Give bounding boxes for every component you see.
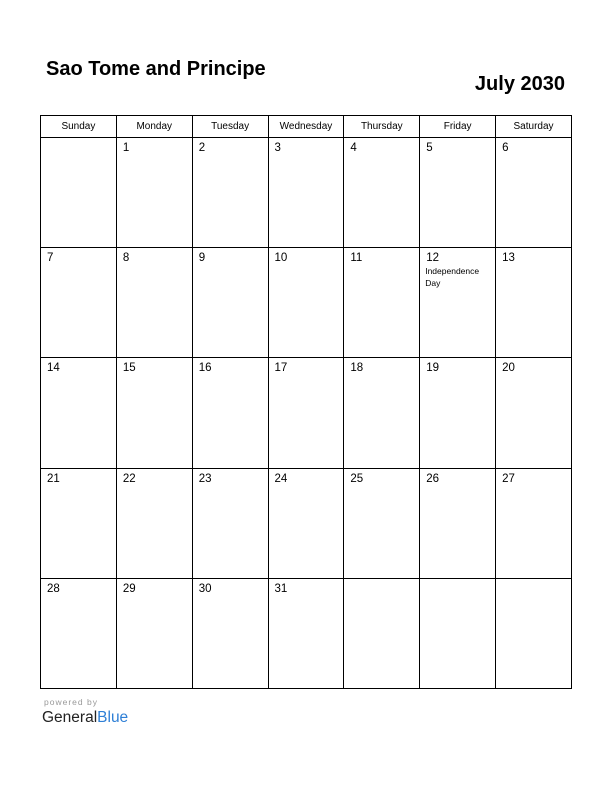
day-cell <box>41 468 117 578</box>
day-cell <box>496 468 572 578</box>
day-cell <box>268 138 344 248</box>
day-cell <box>496 138 572 248</box>
generalblue-logo[interactable] <box>42 709 128 727</box>
weekday-header: Saturday <box>496 116 572 138</box>
day-cell <box>344 578 420 688</box>
weekday-header: Friday <box>420 116 496 138</box>
day-cell <box>116 468 192 578</box>
weekday-header: Sunday <box>41 116 117 138</box>
day-number: 27 <box>502 472 515 485</box>
day-cell <box>192 468 268 578</box>
week-row <box>41 358 572 468</box>
day-number: 13 <box>502 252 515 265</box>
day-number: 21 <box>47 472 60 485</box>
day-cell <box>420 468 496 578</box>
day-cell <box>116 248 192 358</box>
week-row <box>41 468 572 578</box>
day-cell <box>268 578 344 688</box>
day-number: 9 <box>198 252 206 265</box>
week-row <box>41 138 572 248</box>
day-number: 10 <box>274 252 288 265</box>
day-number: 3 <box>274 142 281 154</box>
day-number: 5 <box>426 142 433 154</box>
day-number: 23 <box>198 472 212 485</box>
day-cell <box>192 138 268 248</box>
day-number: 31 <box>274 582 288 595</box>
weekday-header: Thursday <box>344 116 420 138</box>
day-number: 11 <box>350 252 363 265</box>
day-cell <box>496 578 572 688</box>
day-number: 19 <box>426 362 440 375</box>
day-cell <box>192 248 268 358</box>
day-cell <box>192 358 268 468</box>
day-cell <box>116 138 192 248</box>
week-row <box>41 248 572 358</box>
day-number: 8 <box>122 252 130 265</box>
weekday-header: Monday <box>116 116 192 138</box>
day-cell <box>420 248 496 358</box>
day-cell <box>268 468 344 578</box>
day-cell <box>420 138 496 248</box>
day-cell <box>41 138 117 248</box>
brand-general: General <box>42 709 98 726</box>
day-number: 14 <box>47 362 60 375</box>
day-cell <box>192 578 268 688</box>
day-cell <box>344 358 420 468</box>
day-number: 20 <box>502 362 515 375</box>
day-number: 26 <box>426 472 440 485</box>
day-number: 22 <box>122 472 136 485</box>
day-cell <box>268 248 344 358</box>
day-number: 12 <box>426 252 440 265</box>
day-cell <box>344 468 420 578</box>
day-cell <box>420 578 496 688</box>
day-cell <box>116 578 192 688</box>
week-row <box>41 578 572 688</box>
day-number: 17 <box>274 362 288 375</box>
day-cell <box>496 358 572 468</box>
weekday-header-row <box>41 116 572 138</box>
day-cell <box>41 248 117 358</box>
day-cell <box>344 248 420 358</box>
weekday-header: Wednesday <box>268 116 344 138</box>
day-cell <box>41 578 117 688</box>
day-cell <box>116 358 192 468</box>
day-number: 15 <box>122 362 136 375</box>
day-number: 18 <box>350 362 364 375</box>
holiday-label: Independence Day <box>425 266 480 289</box>
powered-by-text: powered by <box>44 697 98 707</box>
brand-blue: Blue <box>97 709 129 726</box>
calendar-grid <box>40 115 572 689</box>
day-cell <box>496 248 572 358</box>
day-number: 1 <box>122 142 130 154</box>
day-cell <box>420 358 496 468</box>
day-number: 28 <box>47 582 60 595</box>
day-number: 7 <box>47 252 54 265</box>
day-number: 30 <box>198 582 212 595</box>
day-number: 25 <box>350 472 364 485</box>
weekday-header: Tuesday <box>192 116 268 138</box>
country-title: Sao Tome and Principe <box>46 58 266 80</box>
month-title: July 2030 <box>474 73 565 95</box>
day-number: 4 <box>350 142 357 154</box>
day-number: 24 <box>274 472 288 485</box>
day-number: 6 <box>502 142 509 154</box>
day-cell <box>344 138 420 248</box>
day-cell <box>268 358 344 468</box>
day-number: 16 <box>198 362 212 375</box>
day-cell <box>41 358 117 468</box>
day-number: 2 <box>198 142 206 154</box>
day-number: 29 <box>122 582 136 595</box>
